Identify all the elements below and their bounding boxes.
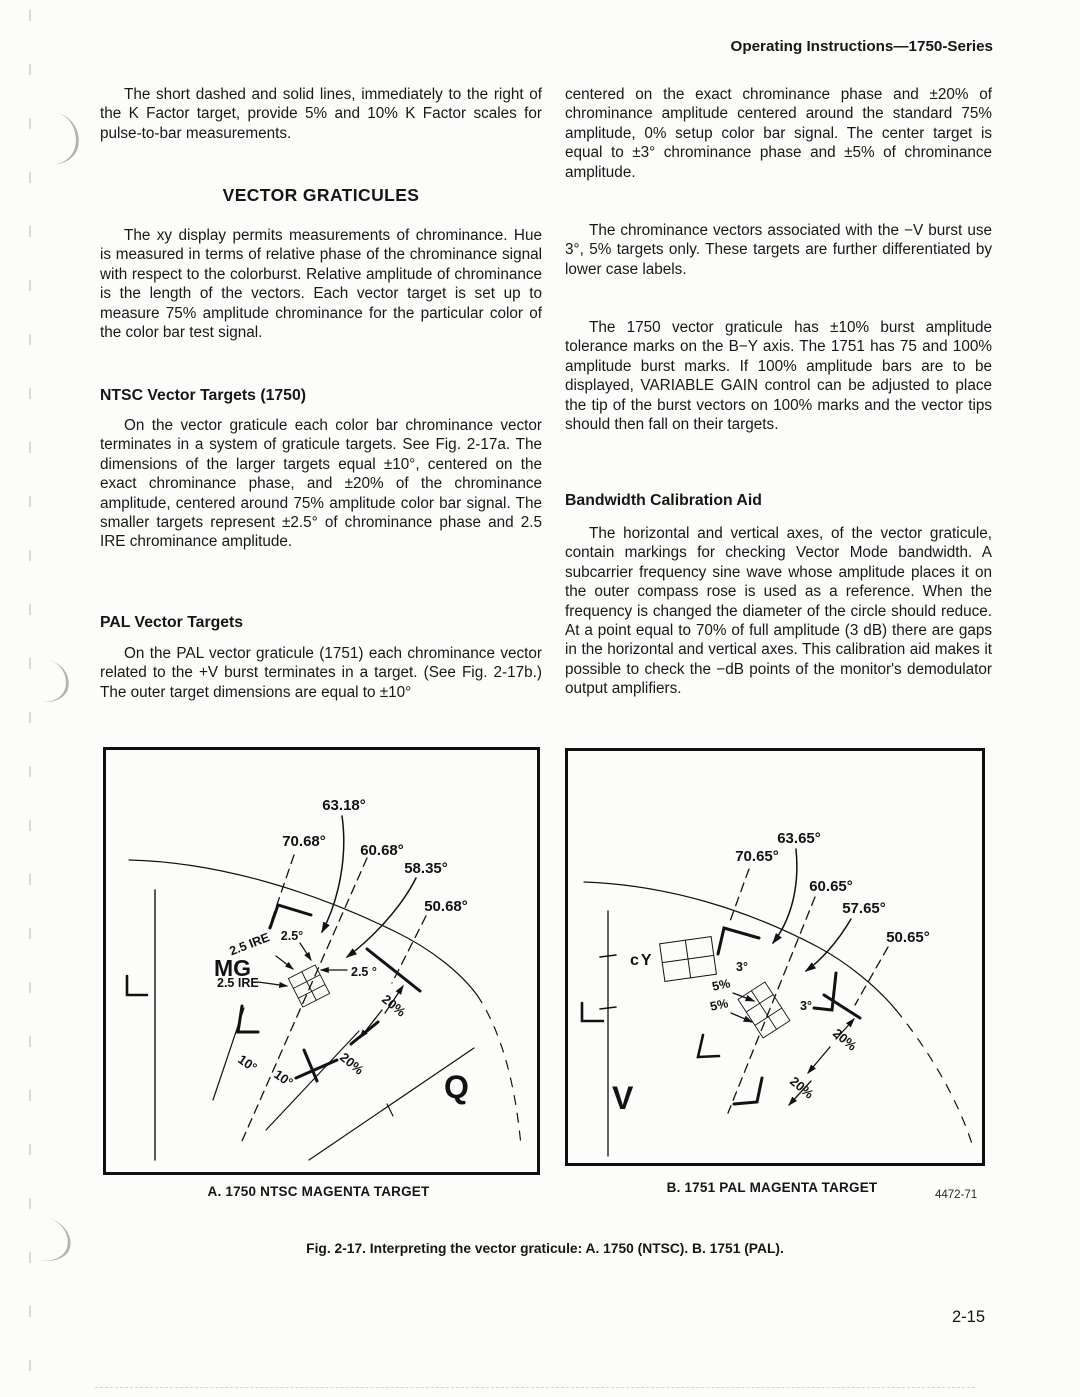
fb-compass-arc-dashed xyxy=(896,1010,972,1144)
fa-label-20pct-lower: 20% xyxy=(337,1049,367,1078)
fa-arrow-ire-lower xyxy=(258,982,287,986)
fa-label-q-axis: Q xyxy=(444,1069,469,1105)
fb-label-60-65: 60.65° xyxy=(809,878,853,895)
figure-a-ntsc-diagram xyxy=(103,747,540,1175)
fa-label-10deg-left: 10° xyxy=(235,1051,260,1076)
fb-label-5pct-upper: 5% xyxy=(710,976,732,994)
figure-part-number: 4472-71 xyxy=(935,1189,978,1201)
fa-magenta-target-grid xyxy=(288,965,329,1007)
heading-ntsc-vector-targets: NTSC Vector Targets (1750) xyxy=(100,387,307,404)
fa-label-63-18: 63.18° xyxy=(322,797,366,814)
fa-q-axis-tick xyxy=(387,1104,393,1116)
fb-cyan-burst-target-grid xyxy=(660,937,717,982)
fa-label-60-68: 60.68° xyxy=(360,842,404,859)
para-k-factor: The short dashed and solid lines, immediately to the right of the K Factor target, provide 5% and 10% K Factor scales for pulse-to-bar measurements. xyxy=(100,86,542,142)
para-bandwidth-calibration: The horizontal and vertical axes, of the vector graticule, contain markings for checking Vector Mode bandwidth. A subcarrier frequency sine wave whose amplitude places it on the outer compass rose is used as a reference. When the frequency is changed the diameter of the circle should reduce. At a point equal to 70% of full amplitude (3 dB) there are gaps in the horizontal and vertical axes. This calibration aid makes it possible to check the −dB points of the monitor's demodulator output amplifiers. xyxy=(565,525,992,698)
page-number: 2-15 xyxy=(952,1308,986,1326)
fb-target-bracket-upper xyxy=(718,928,759,954)
fb-target-bracket-right xyxy=(814,973,836,1010)
figure-b-caption: B. 1751 PAL MAGENTA TARGET xyxy=(666,1180,878,1195)
scan-bottom-noise xyxy=(95,1387,975,1388)
heading-pal-vector-targets: PAL Vector Targets xyxy=(100,614,244,631)
fa-leader-58 xyxy=(347,878,416,957)
fb-dashed-radial-70 xyxy=(729,869,749,924)
fb-arrow-5pct-upper xyxy=(733,993,754,1001)
fb-label-63-65: 63.65° xyxy=(777,830,821,847)
para-1750-graticule: The 1750 vector graticule has ±10% burst amplitude tolerance marks on the B−Y axis. The 1751 has 75 and 100% amplitude burst marks. If 100% amplitude bars are to be displayed, VARIABLE GAIN control can be adjusted to place the tip of the burst vectors on 100% marks and the vector tips should then fall on their targets. xyxy=(565,319,992,434)
fb-label-3deg-upper: 3° xyxy=(736,960,748,974)
fb-label-70-65: 70.65° xyxy=(735,848,779,865)
fb-corner-mark-left xyxy=(582,1003,603,1021)
fa-bold-stroke-20pct xyxy=(351,1022,378,1044)
fa-arrow-ire-upper xyxy=(276,956,293,969)
fa-label-ire-lower: 2.5 IRE xyxy=(217,976,259,990)
fb-label-5pct-lower: 5% xyxy=(708,996,730,1014)
page-header-title: Operating Instructions—1750-Series xyxy=(730,38,993,55)
figure-a-svg xyxy=(106,750,537,1172)
fb-arrow-20pct-in xyxy=(808,1047,830,1073)
fa-label-50-68: 50.68° xyxy=(424,898,468,915)
figure-b-pal-diagram xyxy=(565,748,985,1166)
scan-margin-dashes xyxy=(29,10,31,1390)
fa-label-10deg-right: 10° xyxy=(271,1066,296,1091)
fa-compass-arc-dashed xyxy=(477,995,521,1146)
fb-label-57-65: 57.65° xyxy=(842,900,886,917)
fa-arrow-deg25-left xyxy=(300,943,311,960)
fb-label-20pct-lower: 20% xyxy=(787,1073,817,1102)
para-xy-display: The xy display permits measurements of chrominance. Hue is measured in terms of relative phase of the chrominance signal with respect to the colorburst. Relative amplitude of chrominance is the length of the vectors. Each vector target is set up to measure 75% amplitude chrominance for the particular color of the color bar test signal. xyxy=(100,227,542,342)
fa-corner-mark-left xyxy=(127,976,147,995)
fa-label-20pct-upper: 20% xyxy=(379,991,409,1020)
fa-bracket-lower-left xyxy=(238,1006,258,1032)
fa-label-deg25-left: 2.5° xyxy=(280,929,304,943)
fb-bold-stroke-20pct xyxy=(824,995,860,1018)
fa-label-58-35: 58.35° xyxy=(404,860,448,877)
para-chrominance-vectors: The chrominance vectors associated with the −V burst use 3°, 5% targets only. These targets are further differentiated by lower case labels. xyxy=(565,222,992,278)
fa-dashed-radial-center xyxy=(242,858,367,1141)
fb-bracket-mid xyxy=(734,1078,762,1104)
scan-scuff-mark-bottom xyxy=(35,1217,76,1267)
fb-magenta-target-grid xyxy=(738,982,790,1038)
fb-label-3deg-lower: 3° xyxy=(800,999,812,1013)
para-centered-continuation: centered on the exact chrominance phase and ±20% of chrominance amplitude centered around the standard 75% amplitude, 0% setup color bar signal. The center target is equal to ±3° chrominance phase and ±5% of chrominance amplitude. xyxy=(565,86,992,181)
scan-scuff-mark-middle xyxy=(41,660,73,706)
fa-label-ire-upper: 2.5 IRE xyxy=(227,930,272,959)
figure-a-caption: A. 1750 NTSC MAGENTA TARGET xyxy=(207,1184,430,1199)
fb-label-v-axis: V xyxy=(612,1080,634,1116)
fa-label-70-68: 70.68° xyxy=(282,833,326,850)
fb-label-20pct-upper: 20% xyxy=(830,1025,860,1054)
fa-cross-stroke-1 xyxy=(304,1050,317,1081)
figure-b-svg xyxy=(568,751,982,1163)
fa-cross-stroke-2 xyxy=(296,1060,337,1078)
fb-arrow-5pct-lower xyxy=(731,1013,752,1022)
fb-bracket-lower-left xyxy=(698,1035,719,1057)
heading-vector-graticules: VECTOR GRATICULES xyxy=(222,185,420,205)
fa-label-deg25-right: 2.5 ° xyxy=(351,965,377,979)
fa-target-bracket-upper xyxy=(270,905,311,928)
figure-2-17-caption: Fig. 2-17. Interpreting the vector graticule: A. 1750 (NTSC). B. 1751 (PAL). xyxy=(306,1241,784,1256)
fb-label-50-65: 50.65° xyxy=(886,929,930,946)
fb-label-cy: cY xyxy=(630,952,654,969)
fb-axis-tick-2 xyxy=(600,1007,616,1009)
fa-label-mg: MG xyxy=(214,955,252,981)
para-pal-targets: On the PAL vector graticule (1751) each chrominance vector related to the +V burst terminates in a target. (See Fig. 2-17b.) The outer target dimensions are equal to ±10° xyxy=(100,645,542,701)
heading-bandwidth-calibration: Bandwidth Calibration Aid xyxy=(565,492,762,509)
fb-axis-tick-1 xyxy=(600,955,616,957)
para-ntsc-targets: On the vector graticule each color bar chrominance vector terminates in a system of graticule targets. See Fig. 2-17a. The dimensions of the larger targets equal ±10°, centered on the exact chrominance phase, and ±20% of the chrominance amplitude, centered around 75% amplitude color bar signal. The smaller targets represent ±2.5° of chrominance phase and 2.5 IRE chrominance amplitude. xyxy=(100,417,542,551)
scan-scuff-mark-top xyxy=(49,113,81,168)
